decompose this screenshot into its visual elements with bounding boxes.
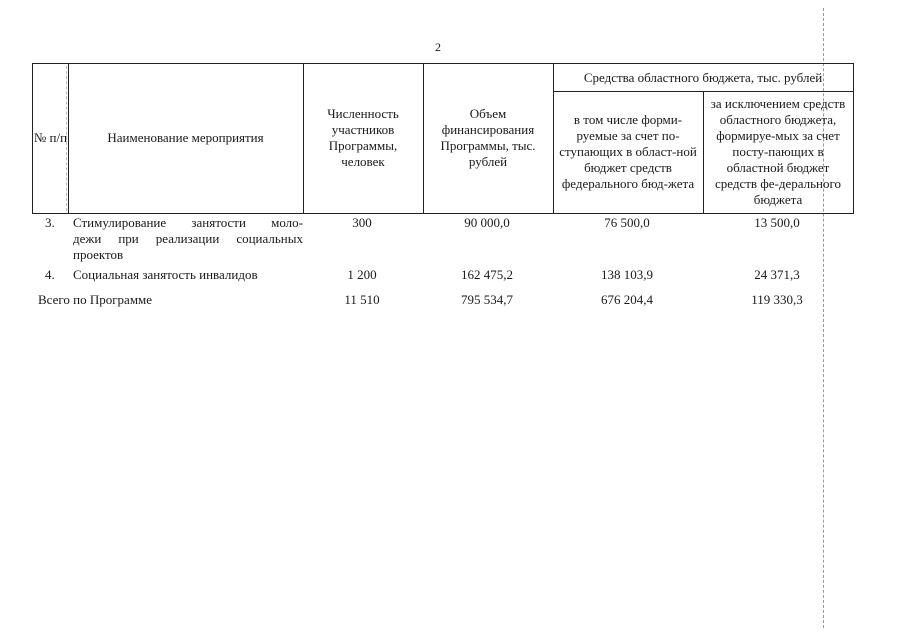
total-excl-federal: 119 330,3 xyxy=(751,292,803,307)
row-incl-federal: 138 103,9 xyxy=(601,267,653,282)
total-participants: 11 510 xyxy=(344,292,380,307)
row-name-line: проектов xyxy=(73,247,124,262)
row-participants: 300 xyxy=(352,215,372,230)
page-number: 2 xyxy=(435,40,441,54)
row-financing: 90 000,0 xyxy=(464,215,510,230)
row-num: 3. xyxy=(45,215,55,230)
header-num-label: № п/п xyxy=(33,130,68,145)
row-participants: 1 200 xyxy=(347,267,377,282)
row-incl-federal: 76 500,0 xyxy=(604,215,650,230)
header-excl-federal xyxy=(703,91,853,212)
header-financing xyxy=(423,64,553,212)
row-excl-federal: 24 371,3 xyxy=(754,267,800,282)
row-name-line: дежи при реализации социальных xyxy=(73,231,303,246)
header-participants-label: Численность участников Программы, человек xyxy=(327,106,399,169)
header-excl-federal-label: за исключением средств областного бюджета, формируе-мых за счет посту-пающих в областной бюджет средств фе-дерального бюджета xyxy=(710,95,846,207)
header-financing-label: Объем финансирования Программы, тыс. рублей xyxy=(440,106,536,169)
header-num xyxy=(33,64,68,212)
total-financing: 795 534,7 xyxy=(461,292,513,307)
row-name xyxy=(73,215,303,263)
header-participants xyxy=(303,64,423,212)
row-num: 4. xyxy=(45,267,55,282)
table-header xyxy=(32,63,854,214)
row-name-line: Социальная занятость инвалидов xyxy=(73,267,258,282)
header-name-label: Наименование мероприятия xyxy=(107,130,264,145)
total-label: Всего по Программе xyxy=(38,292,153,307)
total-incl-federal: 676 204,4 xyxy=(601,292,653,307)
header-name xyxy=(68,64,303,212)
header-regional-budget xyxy=(553,64,853,91)
row-excl-federal: 13 500,0 xyxy=(754,215,800,230)
header-incl-federal xyxy=(553,91,703,212)
row-name-line: Стимулирование занятости моло- xyxy=(73,215,303,230)
header-incl-federal-label: в том числе форми-руемые за счет по-ступающих в област-ной бюджет средств федерального бюд-жета xyxy=(559,111,697,191)
header-regional-budget-label: Средства областного бюджета, тыс. рублей xyxy=(583,69,823,85)
row-name xyxy=(73,267,303,283)
row-financing: 162 475,2 xyxy=(461,267,513,282)
